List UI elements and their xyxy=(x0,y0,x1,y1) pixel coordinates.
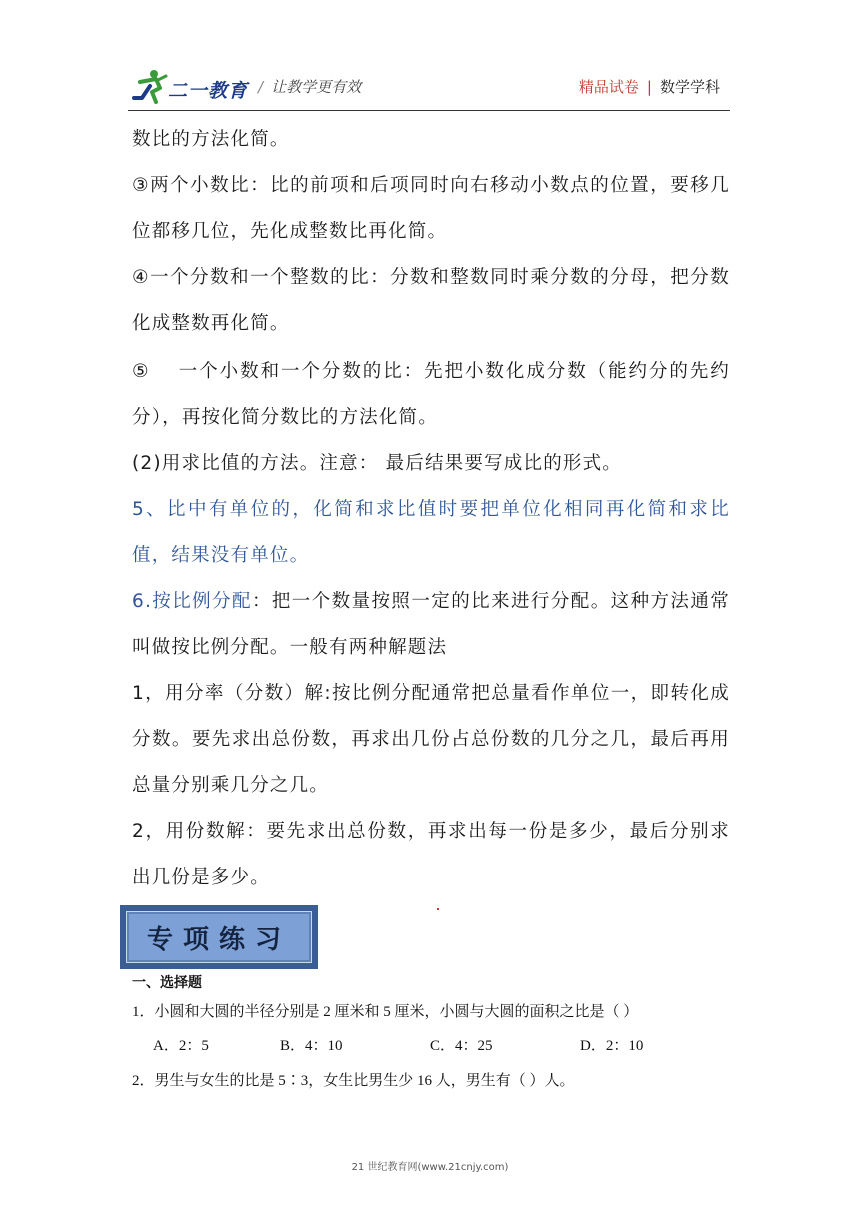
option-c: C．4：25 xyxy=(430,1038,493,1054)
header-separator: | xyxy=(646,78,652,96)
paragraph xyxy=(132,579,730,671)
header-slogan xyxy=(258,76,361,97)
slogan-text: 让教学更有效 xyxy=(271,78,362,96)
term-label: 6.按比例分配 xyxy=(132,591,252,612)
stray-mark xyxy=(437,908,439,910)
section-banner xyxy=(120,905,318,969)
option-b: B．4：10 xyxy=(280,1038,343,1054)
paragraph: ③两个小数比：比的前项和后项同时向右移动小数点的位置，要移几位都移几位，先化成整数比再化简。 xyxy=(132,175,730,242)
page-footer: 21 世纪教育网(www.21cnjy.com) xyxy=(351,1162,509,1173)
running-man-icon xyxy=(130,68,170,104)
paper-type: 精品试卷 xyxy=(578,78,639,96)
page-header xyxy=(130,66,730,110)
subject-label: 数学学科 xyxy=(659,78,720,96)
document-body xyxy=(132,117,730,901)
highlighted-paragraph: 5、比中有单位的，化简和求比值时要把单位化相同再化简和求比值，结果没有单位。 xyxy=(132,499,730,566)
slash-divider: / xyxy=(258,78,264,96)
paragraph: 数比的方法化简。 xyxy=(132,129,290,150)
option-a: A．2：5 xyxy=(153,1038,209,1054)
header-rule xyxy=(128,110,730,111)
term-definition: ：把一个数量按照一定的比来进行分配。这种方法通常叫做按比例分配。一般有两种解题法 xyxy=(132,591,730,658)
logo-text: 二一教育 xyxy=(168,80,249,102)
paragraph: 1，用分率（分数）解:按比例分配通常把总量看作单位一，即转化成分数。要先求出总份数，再求出几份占总份数的几分之几，最后再用总量分别乘几分之几。 xyxy=(132,683,730,796)
question-1: 1．小圆和大圆的半径分别是 2 厘米和 5 厘米，小圆与大圆的面积之比是（ ） xyxy=(132,1004,639,1020)
paragraph: 2，用份数解：要先求出总份数，再求出每一份是多少，最后分别求出几份是多少。 xyxy=(132,821,730,888)
paragraph: (2)用求比值的方法。注意： 最后结果要写成比的形式。 xyxy=(132,453,622,474)
paragraph: ⑤ 一个小数和一个分数的比：先把小数化成分数（能约分的先约分），再按化简分数比的方法化简。 xyxy=(132,361,730,428)
paragraph: ④一个分数和一个整数的比：分数和整数同时乘分数的分母，把分数化成整数再化简。 xyxy=(132,267,730,334)
section-title: 一、选择题 xyxy=(132,975,202,991)
banner-label: 专项练习 xyxy=(146,924,291,955)
option-d: D．2：10 xyxy=(580,1038,644,1054)
header-right xyxy=(579,76,720,97)
question-2: 2．男生与女生的比是 5∶3，女生比男生少 16 人，男生有（ ）人。 xyxy=(132,1073,575,1089)
